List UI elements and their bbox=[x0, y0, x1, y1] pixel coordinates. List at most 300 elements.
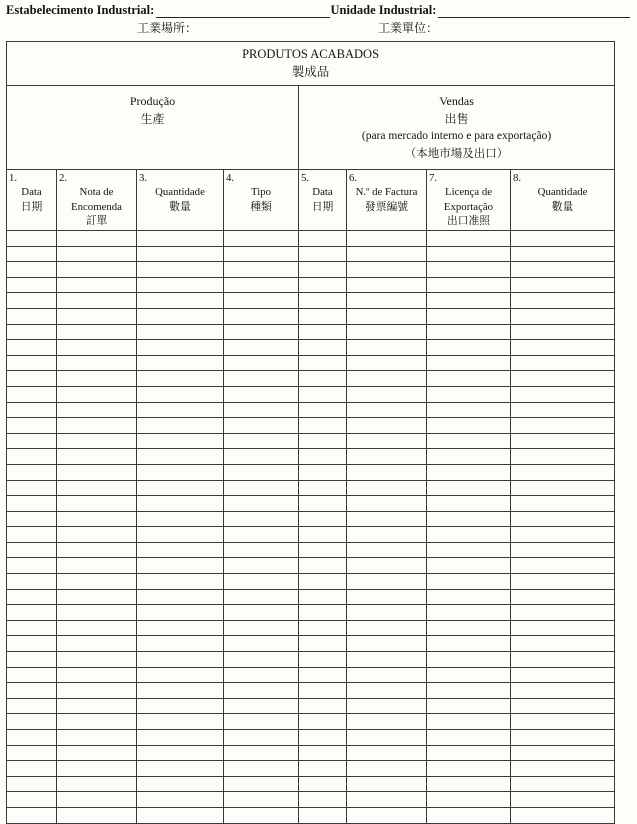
empty-cell[interactable] bbox=[224, 807, 299, 823]
empty-cell[interactable] bbox=[224, 231, 299, 247]
empty-cell[interactable] bbox=[299, 730, 347, 746]
empty-cell[interactable] bbox=[7, 792, 57, 808]
empty-cell[interactable] bbox=[427, 418, 511, 434]
empty-cell[interactable] bbox=[137, 527, 224, 543]
empty-cell[interactable] bbox=[511, 231, 615, 247]
empty-cell[interactable] bbox=[57, 589, 137, 605]
empty-cell[interactable] bbox=[347, 807, 427, 823]
empty-cell[interactable] bbox=[57, 308, 137, 324]
empty-cell[interactable] bbox=[224, 558, 299, 574]
empty-cell[interactable] bbox=[511, 293, 615, 309]
empty-cell[interactable] bbox=[347, 246, 427, 262]
empty-cell[interactable] bbox=[427, 792, 511, 808]
empty-cell[interactable] bbox=[7, 776, 57, 792]
empty-cell[interactable] bbox=[347, 293, 427, 309]
empty-cell[interactable] bbox=[299, 433, 347, 449]
empty-cell[interactable] bbox=[7, 262, 57, 278]
empty-cell[interactable] bbox=[137, 231, 224, 247]
empty-cell[interactable] bbox=[224, 464, 299, 480]
empty-cell[interactable] bbox=[137, 667, 224, 683]
empty-cell[interactable] bbox=[137, 589, 224, 605]
empty-cell[interactable] bbox=[57, 402, 137, 418]
empty-cell[interactable] bbox=[299, 262, 347, 278]
empty-cell[interactable] bbox=[347, 340, 427, 356]
empty-cell[interactable] bbox=[224, 386, 299, 402]
empty-cell[interactable] bbox=[299, 776, 347, 792]
empty-cell[interactable] bbox=[427, 386, 511, 402]
empty-cell[interactable] bbox=[299, 464, 347, 480]
empty-cell[interactable] bbox=[57, 231, 137, 247]
empty-cell[interactable] bbox=[7, 698, 57, 714]
empty-cell[interactable] bbox=[511, 355, 615, 371]
empty-cell[interactable] bbox=[137, 652, 224, 668]
empty-cell[interactable] bbox=[347, 589, 427, 605]
empty-cell[interactable] bbox=[427, 542, 511, 558]
empty-cell[interactable] bbox=[427, 371, 511, 387]
empty-cell[interactable] bbox=[137, 542, 224, 558]
empty-cell[interactable] bbox=[137, 433, 224, 449]
empty-cell[interactable] bbox=[224, 605, 299, 621]
empty-cell[interactable] bbox=[7, 527, 57, 543]
empty-cell[interactable] bbox=[137, 605, 224, 621]
empty-cell[interactable] bbox=[57, 464, 137, 480]
empty-cell[interactable] bbox=[347, 761, 427, 777]
empty-cell[interactable] bbox=[57, 418, 137, 434]
empty-cell[interactable] bbox=[137, 449, 224, 465]
empty-cell[interactable] bbox=[347, 636, 427, 652]
empty-cell[interactable] bbox=[347, 574, 427, 590]
empty-cell[interactable] bbox=[7, 340, 57, 356]
empty-cell[interactable] bbox=[347, 324, 427, 340]
unit-blank[interactable] bbox=[438, 4, 630, 18]
empty-cell[interactable] bbox=[137, 792, 224, 808]
empty-cell[interactable] bbox=[137, 371, 224, 387]
empty-cell[interactable] bbox=[511, 807, 615, 823]
empty-cell[interactable] bbox=[427, 605, 511, 621]
empty-cell[interactable] bbox=[347, 386, 427, 402]
empty-cell[interactable] bbox=[224, 527, 299, 543]
empty-cell[interactable] bbox=[299, 745, 347, 761]
empty-cell[interactable] bbox=[427, 589, 511, 605]
empty-cell[interactable] bbox=[57, 698, 137, 714]
empty-cell[interactable] bbox=[427, 402, 511, 418]
empty-cell[interactable] bbox=[7, 667, 57, 683]
empty-cell[interactable] bbox=[137, 402, 224, 418]
empty-cell[interactable] bbox=[299, 511, 347, 527]
empty-cell[interactable] bbox=[224, 542, 299, 558]
empty-cell[interactable] bbox=[511, 262, 615, 278]
empty-cell[interactable] bbox=[57, 652, 137, 668]
empty-cell[interactable] bbox=[7, 542, 57, 558]
empty-cell[interactable] bbox=[7, 277, 57, 293]
empty-cell[interactable] bbox=[7, 386, 57, 402]
empty-cell[interactable] bbox=[347, 418, 427, 434]
empty-cell[interactable] bbox=[137, 293, 224, 309]
empty-cell[interactable] bbox=[57, 730, 137, 746]
empty-cell[interactable] bbox=[511, 683, 615, 699]
empty-cell[interactable] bbox=[299, 589, 347, 605]
empty-cell[interactable] bbox=[137, 246, 224, 262]
empty-cell[interactable] bbox=[299, 246, 347, 262]
empty-cell[interactable] bbox=[347, 714, 427, 730]
empty-cell[interactable] bbox=[427, 761, 511, 777]
empty-cell[interactable] bbox=[224, 308, 299, 324]
empty-cell[interactable] bbox=[511, 402, 615, 418]
empty-cell[interactable] bbox=[57, 542, 137, 558]
empty-cell[interactable] bbox=[7, 683, 57, 699]
empty-cell[interactable] bbox=[137, 620, 224, 636]
empty-cell[interactable] bbox=[299, 449, 347, 465]
empty-cell[interactable] bbox=[427, 449, 511, 465]
empty-cell[interactable] bbox=[427, 714, 511, 730]
empty-cell[interactable] bbox=[7, 418, 57, 434]
empty-cell[interactable] bbox=[511, 324, 615, 340]
empty-cell[interactable] bbox=[299, 698, 347, 714]
empty-cell[interactable] bbox=[511, 558, 615, 574]
empty-cell[interactable] bbox=[224, 714, 299, 730]
empty-cell[interactable] bbox=[57, 636, 137, 652]
empty-cell[interactable] bbox=[427, 776, 511, 792]
empty-cell[interactable] bbox=[427, 574, 511, 590]
empty-cell[interactable] bbox=[7, 308, 57, 324]
empty-cell[interactable] bbox=[57, 449, 137, 465]
empty-cell[interactable] bbox=[57, 527, 137, 543]
empty-cell[interactable] bbox=[347, 527, 427, 543]
empty-cell[interactable] bbox=[224, 730, 299, 746]
empty-cell[interactable] bbox=[427, 511, 511, 527]
empty-cell[interactable] bbox=[511, 527, 615, 543]
empty-cell[interactable] bbox=[427, 340, 511, 356]
empty-cell[interactable] bbox=[299, 542, 347, 558]
empty-cell[interactable] bbox=[137, 698, 224, 714]
empty-cell[interactable] bbox=[347, 480, 427, 496]
empty-cell[interactable] bbox=[57, 605, 137, 621]
empty-cell[interactable] bbox=[224, 433, 299, 449]
empty-cell[interactable] bbox=[57, 574, 137, 590]
empty-cell[interactable] bbox=[511, 480, 615, 496]
empty-cell[interactable] bbox=[511, 371, 615, 387]
empty-cell[interactable] bbox=[347, 277, 427, 293]
empty-cell[interactable] bbox=[511, 745, 615, 761]
empty-cell[interactable] bbox=[137, 683, 224, 699]
empty-cell[interactable] bbox=[299, 620, 347, 636]
empty-cell[interactable] bbox=[427, 246, 511, 262]
empty-cell[interactable] bbox=[347, 355, 427, 371]
empty-cell[interactable] bbox=[299, 667, 347, 683]
establishment-blank[interactable] bbox=[156, 4, 330, 18]
empty-cell[interactable] bbox=[299, 355, 347, 371]
empty-cell[interactable] bbox=[427, 667, 511, 683]
empty-cell[interactable] bbox=[511, 636, 615, 652]
empty-cell[interactable] bbox=[57, 776, 137, 792]
empty-cell[interactable] bbox=[511, 340, 615, 356]
empty-cell[interactable] bbox=[299, 761, 347, 777]
empty-cell[interactable] bbox=[57, 667, 137, 683]
empty-cell[interactable] bbox=[7, 246, 57, 262]
empty-cell[interactable] bbox=[427, 745, 511, 761]
empty-cell[interactable] bbox=[511, 761, 615, 777]
empty-cell[interactable] bbox=[224, 636, 299, 652]
empty-cell[interactable] bbox=[511, 574, 615, 590]
empty-cell[interactable] bbox=[511, 308, 615, 324]
empty-cell[interactable] bbox=[7, 496, 57, 512]
empty-cell[interactable] bbox=[299, 324, 347, 340]
empty-cell[interactable] bbox=[7, 402, 57, 418]
empty-cell[interactable] bbox=[511, 386, 615, 402]
empty-cell[interactable] bbox=[224, 277, 299, 293]
empty-cell[interactable] bbox=[427, 308, 511, 324]
empty-cell[interactable] bbox=[224, 324, 299, 340]
empty-cell[interactable] bbox=[511, 511, 615, 527]
empty-cell[interactable] bbox=[224, 667, 299, 683]
empty-cell[interactable] bbox=[7, 324, 57, 340]
empty-cell[interactable] bbox=[57, 371, 137, 387]
empty-cell[interactable] bbox=[137, 807, 224, 823]
empty-cell[interactable] bbox=[224, 340, 299, 356]
empty-cell[interactable] bbox=[347, 464, 427, 480]
empty-cell[interactable] bbox=[7, 652, 57, 668]
empty-cell[interactable] bbox=[57, 496, 137, 512]
empty-cell[interactable] bbox=[137, 574, 224, 590]
empty-cell[interactable] bbox=[347, 558, 427, 574]
empty-cell[interactable] bbox=[299, 527, 347, 543]
empty-cell[interactable] bbox=[511, 667, 615, 683]
empty-cell[interactable] bbox=[299, 574, 347, 590]
empty-cell[interactable] bbox=[427, 433, 511, 449]
empty-cell[interactable] bbox=[137, 480, 224, 496]
empty-cell[interactable] bbox=[57, 277, 137, 293]
empty-cell[interactable] bbox=[7, 730, 57, 746]
empty-cell[interactable] bbox=[511, 542, 615, 558]
empty-cell[interactable] bbox=[137, 511, 224, 527]
empty-cell[interactable] bbox=[57, 761, 137, 777]
empty-cell[interactable] bbox=[299, 605, 347, 621]
empty-cell[interactable] bbox=[7, 620, 57, 636]
empty-cell[interactable] bbox=[7, 293, 57, 309]
empty-cell[interactable] bbox=[57, 324, 137, 340]
empty-cell[interactable] bbox=[57, 807, 137, 823]
empty-cell[interactable] bbox=[7, 807, 57, 823]
empty-cell[interactable] bbox=[347, 262, 427, 278]
empty-cell[interactable] bbox=[511, 418, 615, 434]
empty-cell[interactable] bbox=[299, 480, 347, 496]
empty-cell[interactable] bbox=[7, 761, 57, 777]
empty-cell[interactable] bbox=[137, 496, 224, 512]
empty-cell[interactable] bbox=[299, 340, 347, 356]
empty-cell[interactable] bbox=[57, 511, 137, 527]
empty-cell[interactable] bbox=[511, 714, 615, 730]
empty-cell[interactable] bbox=[224, 511, 299, 527]
empty-cell[interactable] bbox=[224, 402, 299, 418]
empty-cell[interactable] bbox=[347, 605, 427, 621]
empty-cell[interactable] bbox=[299, 496, 347, 512]
empty-cell[interactable] bbox=[427, 807, 511, 823]
empty-cell[interactable] bbox=[57, 246, 137, 262]
empty-cell[interactable] bbox=[427, 652, 511, 668]
empty-cell[interactable] bbox=[224, 776, 299, 792]
empty-cell[interactable] bbox=[299, 277, 347, 293]
empty-cell[interactable] bbox=[224, 262, 299, 278]
empty-cell[interactable] bbox=[299, 386, 347, 402]
empty-cell[interactable] bbox=[427, 324, 511, 340]
empty-cell[interactable] bbox=[347, 652, 427, 668]
empty-cell[interactable] bbox=[511, 496, 615, 512]
empty-cell[interactable] bbox=[224, 355, 299, 371]
empty-cell[interactable] bbox=[347, 231, 427, 247]
empty-cell[interactable] bbox=[7, 231, 57, 247]
empty-cell[interactable] bbox=[224, 496, 299, 512]
empty-cell[interactable] bbox=[427, 355, 511, 371]
empty-cell[interactable] bbox=[427, 527, 511, 543]
empty-cell[interactable] bbox=[299, 308, 347, 324]
empty-cell[interactable] bbox=[427, 558, 511, 574]
empty-cell[interactable] bbox=[347, 402, 427, 418]
empty-cell[interactable] bbox=[347, 620, 427, 636]
empty-cell[interactable] bbox=[57, 355, 137, 371]
empty-cell[interactable] bbox=[224, 480, 299, 496]
empty-cell[interactable] bbox=[224, 792, 299, 808]
empty-cell[interactable] bbox=[511, 776, 615, 792]
empty-cell[interactable] bbox=[511, 620, 615, 636]
empty-cell[interactable] bbox=[299, 402, 347, 418]
empty-cell[interactable] bbox=[137, 324, 224, 340]
empty-cell[interactable] bbox=[224, 371, 299, 387]
empty-cell[interactable] bbox=[57, 683, 137, 699]
empty-cell[interactable] bbox=[7, 558, 57, 574]
empty-cell[interactable] bbox=[57, 340, 137, 356]
empty-cell[interactable] bbox=[137, 386, 224, 402]
empty-cell[interactable] bbox=[511, 277, 615, 293]
empty-cell[interactable] bbox=[7, 605, 57, 621]
empty-cell[interactable] bbox=[7, 511, 57, 527]
empty-cell[interactable] bbox=[427, 480, 511, 496]
empty-cell[interactable] bbox=[347, 667, 427, 683]
empty-cell[interactable] bbox=[7, 636, 57, 652]
empty-cell[interactable] bbox=[299, 636, 347, 652]
empty-cell[interactable] bbox=[137, 277, 224, 293]
empty-cell[interactable] bbox=[57, 293, 137, 309]
empty-cell[interactable] bbox=[7, 589, 57, 605]
empty-cell[interactable] bbox=[224, 418, 299, 434]
empty-cell[interactable] bbox=[57, 620, 137, 636]
empty-cell[interactable] bbox=[511, 605, 615, 621]
empty-cell[interactable] bbox=[7, 714, 57, 730]
empty-cell[interactable] bbox=[511, 449, 615, 465]
empty-cell[interactable] bbox=[511, 652, 615, 668]
empty-cell[interactable] bbox=[299, 792, 347, 808]
empty-cell[interactable] bbox=[57, 262, 137, 278]
empty-cell[interactable] bbox=[511, 433, 615, 449]
empty-cell[interactable] bbox=[7, 449, 57, 465]
empty-cell[interactable] bbox=[224, 293, 299, 309]
empty-cell[interactable] bbox=[511, 464, 615, 480]
empty-cell[interactable] bbox=[347, 308, 427, 324]
empty-cell[interactable] bbox=[57, 714, 137, 730]
empty-cell[interactable] bbox=[137, 714, 224, 730]
empty-cell[interactable] bbox=[137, 262, 224, 278]
empty-cell[interactable] bbox=[299, 371, 347, 387]
empty-cell[interactable] bbox=[347, 683, 427, 699]
empty-cell[interactable] bbox=[137, 730, 224, 746]
empty-cell[interactable] bbox=[137, 355, 224, 371]
empty-cell[interactable] bbox=[427, 496, 511, 512]
empty-cell[interactable] bbox=[224, 745, 299, 761]
empty-cell[interactable] bbox=[511, 589, 615, 605]
empty-cell[interactable] bbox=[347, 745, 427, 761]
empty-cell[interactable] bbox=[299, 652, 347, 668]
empty-cell[interactable] bbox=[427, 636, 511, 652]
empty-cell[interactable] bbox=[347, 698, 427, 714]
empty-cell[interactable] bbox=[57, 792, 137, 808]
empty-cell[interactable] bbox=[511, 698, 615, 714]
empty-cell[interactable] bbox=[224, 449, 299, 465]
empty-cell[interactable] bbox=[7, 355, 57, 371]
empty-cell[interactable] bbox=[299, 293, 347, 309]
empty-cell[interactable] bbox=[347, 371, 427, 387]
empty-cell[interactable] bbox=[7, 745, 57, 761]
empty-cell[interactable] bbox=[137, 776, 224, 792]
empty-cell[interactable] bbox=[299, 807, 347, 823]
empty-cell[interactable] bbox=[224, 698, 299, 714]
empty-cell[interactable] bbox=[224, 652, 299, 668]
empty-cell[interactable] bbox=[7, 464, 57, 480]
empty-cell[interactable] bbox=[299, 558, 347, 574]
empty-cell[interactable] bbox=[299, 683, 347, 699]
empty-cell[interactable] bbox=[347, 542, 427, 558]
empty-cell[interactable] bbox=[137, 418, 224, 434]
empty-cell[interactable] bbox=[7, 480, 57, 496]
empty-cell[interactable] bbox=[427, 277, 511, 293]
empty-cell[interactable] bbox=[57, 433, 137, 449]
empty-cell[interactable] bbox=[7, 574, 57, 590]
empty-cell[interactable] bbox=[57, 745, 137, 761]
empty-cell[interactable] bbox=[347, 776, 427, 792]
empty-cell[interactable] bbox=[427, 730, 511, 746]
empty-cell[interactable] bbox=[57, 480, 137, 496]
empty-cell[interactable] bbox=[511, 730, 615, 746]
empty-cell[interactable] bbox=[224, 683, 299, 699]
empty-cell[interactable] bbox=[224, 589, 299, 605]
empty-cell[interactable] bbox=[427, 464, 511, 480]
empty-cell[interactable] bbox=[224, 246, 299, 262]
empty-cell[interactable] bbox=[511, 246, 615, 262]
empty-cell[interactable] bbox=[347, 792, 427, 808]
empty-cell[interactable] bbox=[224, 620, 299, 636]
empty-cell[interactable] bbox=[57, 386, 137, 402]
empty-cell[interactable] bbox=[224, 761, 299, 777]
empty-cell[interactable] bbox=[427, 262, 511, 278]
empty-cell[interactable] bbox=[137, 761, 224, 777]
empty-cell[interactable] bbox=[137, 308, 224, 324]
empty-cell[interactable] bbox=[427, 683, 511, 699]
empty-cell[interactable] bbox=[347, 496, 427, 512]
empty-cell[interactable] bbox=[299, 231, 347, 247]
empty-cell[interactable] bbox=[137, 745, 224, 761]
empty-cell[interactable] bbox=[347, 449, 427, 465]
empty-cell[interactable] bbox=[427, 698, 511, 714]
empty-cell[interactable] bbox=[511, 792, 615, 808]
empty-cell[interactable] bbox=[137, 558, 224, 574]
empty-cell[interactable] bbox=[137, 464, 224, 480]
empty-cell[interactable] bbox=[137, 340, 224, 356]
empty-cell[interactable] bbox=[57, 558, 137, 574]
empty-cell[interactable] bbox=[347, 730, 427, 746]
empty-cell[interactable] bbox=[427, 620, 511, 636]
empty-cell[interactable] bbox=[137, 636, 224, 652]
empty-cell[interactable] bbox=[347, 433, 427, 449]
empty-cell[interactable] bbox=[347, 511, 427, 527]
empty-cell[interactable] bbox=[7, 433, 57, 449]
